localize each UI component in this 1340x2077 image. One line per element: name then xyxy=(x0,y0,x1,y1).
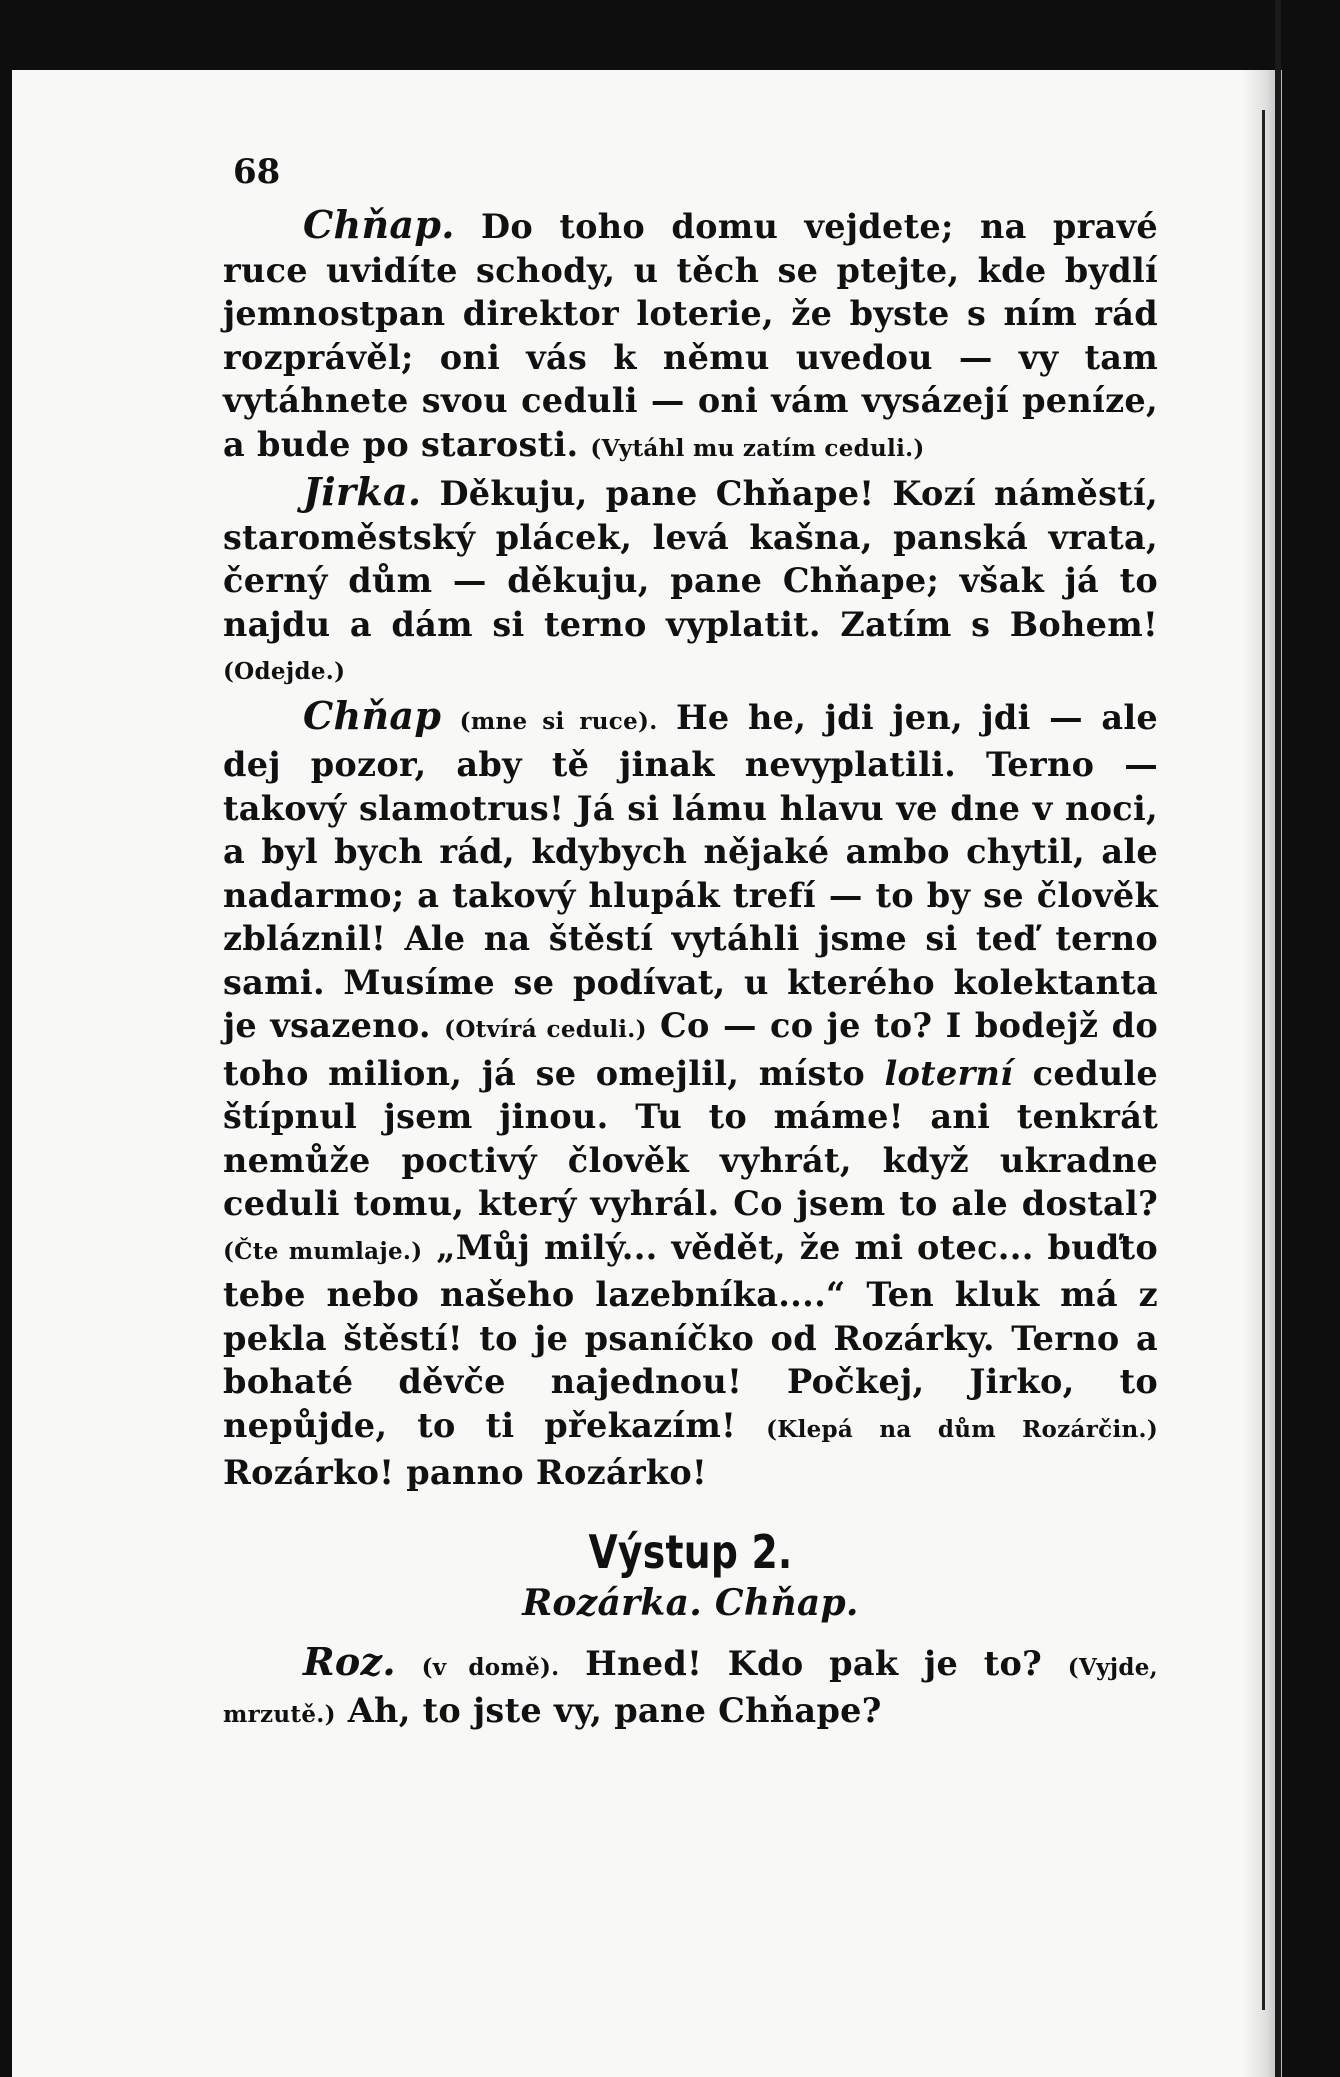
paragraph-jirka xyxy=(223,470,1158,694)
dialogue-text: Hned! Kdo pak je to? xyxy=(559,1643,1068,1683)
dialogue-text: Co — co je to? I bodejž do toho milion, já se omejlil, místo xyxy=(223,1006,1158,1093)
spine-edge xyxy=(1262,110,1265,2010)
stage-direction: (Otvírá ceduli.) xyxy=(444,1016,647,1043)
page-text xyxy=(223,135,1158,1737)
paragraph-chnap-2 xyxy=(223,694,1158,1495)
paragraph-rozarka xyxy=(223,1640,1158,1737)
speaker-name: Chňap xyxy=(303,692,442,738)
paragraph-chnap-1 xyxy=(223,203,1158,470)
dialogue-text: cedule štípnul jsem jinou. Tu to máme! ani tenkrát nemůže poctivý člověk vyhrát, když ukradne ceduli tomu, který vyhrál. Co jsem to ale dostal? xyxy=(223,1053,1158,1223)
stage-direction: (Čte mumlaje.) xyxy=(223,1237,423,1265)
dialogue-text: „Můj milý... vědět, že mi otec... buďto tebe nebo našeho lazebníka....“ Ten kluk má z pekla štěstí! to je psaníčko od Rozárky. Terno a bohaté děvče najednou! Počkej, Jirko, to nepůjde, to ti překazím! xyxy=(223,1227,1158,1445)
stage-direction: (Klepá na dům Rozárčin.) xyxy=(766,1415,1158,1443)
dialogue-text xyxy=(396,1644,422,1683)
dialogue-text: Do toho domu vejdete; na pravé ruce uvidíte schody, u těch se ptejte, kde bydlí jemnostpan direktor loterie, že byste s ním rád rozprávěl; oni vás k němu uvedou — vy tam vytáhnete svou ceduli — oni vám vysázejí peníze, a bude po starosti. xyxy=(223,207,1158,464)
dialogue-text xyxy=(441,698,459,737)
dialogue-text: He he, jdi jen, jdi — ale dej pozor, aby tě jinak nevyplatili. Terno — takový slamotrus! Já si lámu hlavu ve dne v noci, a byl bych rád, kdybych nějaké ambo chytil, ale nadarmo; a takový hlupák trefí — to by se člověk zbláznil! Ale na štěstí vytáhli jsme si teď terno sami. Musíme se podívat, u kterého kolektanta je vsazeno. xyxy=(223,697,1158,1045)
stage-direction: (Odejde.) xyxy=(223,658,346,685)
emphasized-word: loterní xyxy=(884,1053,1014,1093)
stage-direction: (Vyjde, mrzutě.) xyxy=(223,1653,1158,1728)
stage-direction: (Vytáhl mu zatím ceduli.) xyxy=(590,434,925,462)
speaker-name: Chňap. xyxy=(303,202,455,247)
stage-direction: (mne si ruce). xyxy=(459,707,658,735)
speaker-name: Jirka. xyxy=(303,469,422,514)
scene-title: Výstup 2. xyxy=(588,1524,793,1579)
page-number: 68 xyxy=(233,152,281,192)
speaker-name: Roz. xyxy=(303,1638,396,1684)
dialogue-text: Rozárko! panno Rozárko! xyxy=(223,1453,708,1492)
stage-direction: (v domě). xyxy=(421,1653,560,1681)
scene-characters: Rozárka. Chňap. xyxy=(522,1582,859,1624)
dialogue-text: Děkuju, pane Chňape! Kozí náměstí, staroměstský plácek, levá kašna, panská vrata, černý dům — děkuju, pane Chňape; však já to najdu a dám si terno vyplatit. Zatím s Bohem! xyxy=(223,474,1158,644)
book-spine xyxy=(1275,0,1281,2077)
dialogue-text: Ah, to jste vy, pane Chňape? xyxy=(335,1691,882,1730)
